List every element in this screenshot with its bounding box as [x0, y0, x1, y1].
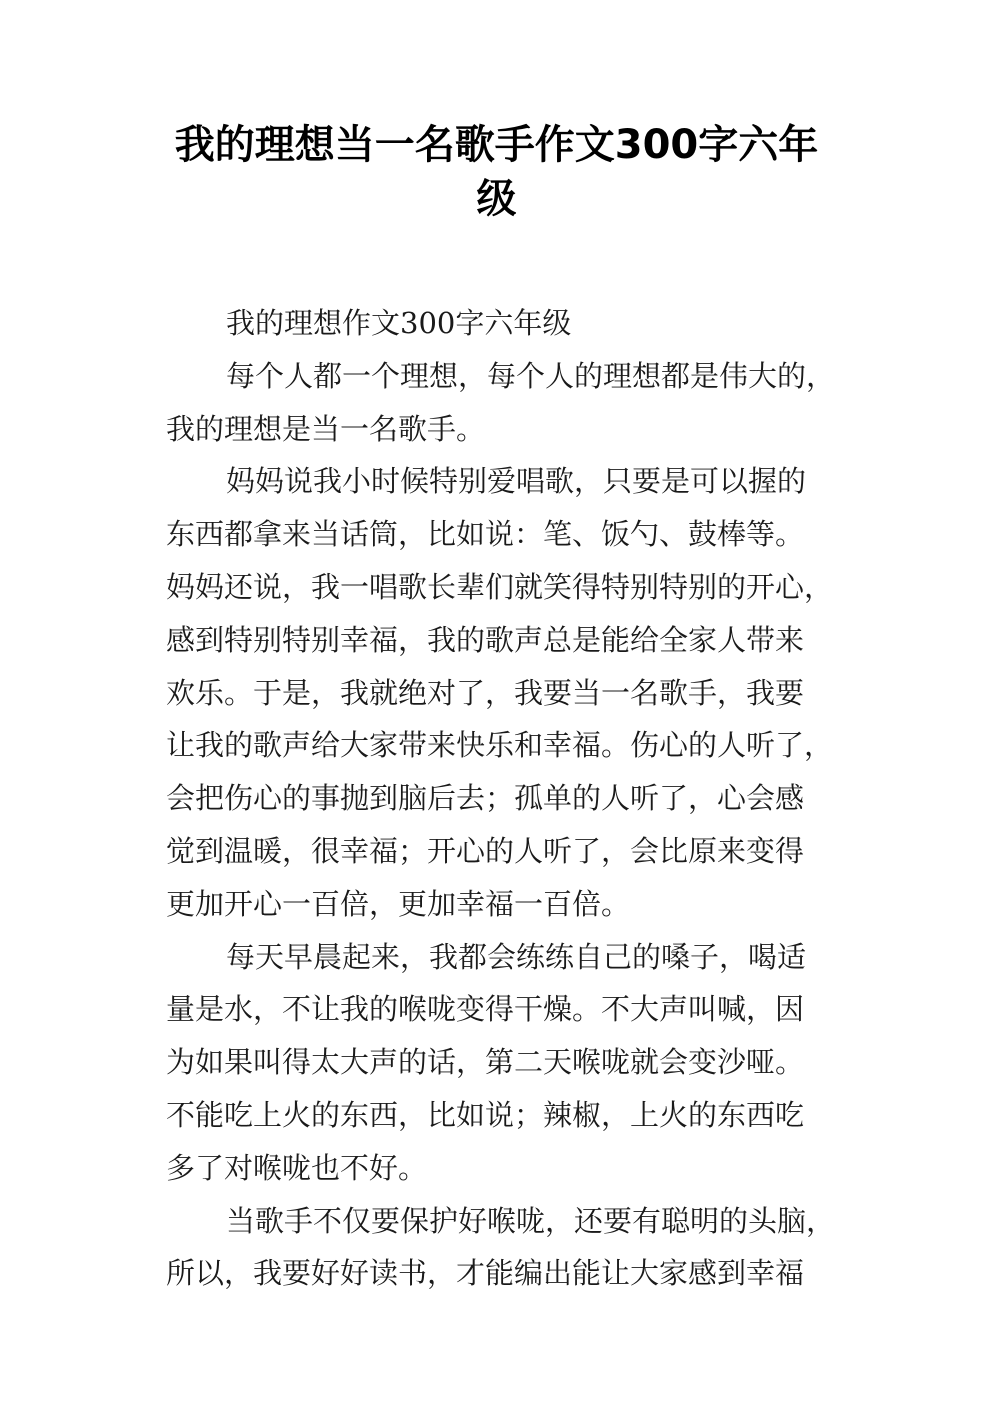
body-line: 妈妈说我小时候特别爱唱歌，只要是可以握的 — [226, 464, 807, 499]
body-line: 为如果叫得太大声的话，第二天喉咙就会变沙哑。 — [166, 1045, 805, 1080]
body-line: 欢乐。于是，我就绝对了，我要当一名歌手，我要 — [166, 675, 805, 710]
body-line: 不能吃上火的东西，比如说；辣椒，上火的东西吃 — [166, 1097, 805, 1132]
body-line: 我的理想作文300字六年级 — [226, 306, 572, 340]
document-body — [166, 297, 836, 1300]
body-line: 每个人都一个理想，每个人的理想都是伟大的， — [226, 358, 836, 393]
body-line: 妈妈还说，我一唱歌长辈们就笑得特别特别的开心， — [166, 569, 834, 604]
body-line: 让我的歌声给大家带来快乐和幸福。伤心的人听了， — [166, 728, 834, 763]
body-line: 每天早晨起来，我都会练练自己的嗓子，喝适 — [226, 939, 807, 974]
body-line: 感到特别特别幸福，我的歌声总是能给全家人带来 — [166, 622, 805, 657]
body-line: 觉到温暖，很幸福；开心的人听了，会比原来变得 — [166, 833, 805, 868]
body-line: 东西都拿来当话筒，比如说：笔、饭勺、鼓棒等。 — [166, 517, 805, 552]
body-line: 更加开心一百倍，更加幸福一百倍。 — [166, 886, 631, 921]
title-line: 级 — [476, 176, 517, 222]
body-line: 当歌手不仅要保护好喉咙，还要有聪明的头脑， — [226, 1203, 836, 1238]
body-line: 我的理想是当一名歌手。 — [166, 411, 486, 446]
body-line: 多了对喉咙也不好。 — [166, 1150, 428, 1185]
body-line: 所以，我要好好读书，才能编出能让大家感到幸福 — [166, 1256, 805, 1291]
document-title — [160, 118, 833, 226]
body-line: 量是水，不让我的喉咙变得干燥。不大声叫喊，因 — [166, 992, 805, 1027]
body-line: 会把伤心的事抛到脑后去；孤单的人听了，心会感 — [166, 781, 805, 816]
title-line: 我的理想当一名歌手作文300字六年 — [174, 122, 819, 168]
